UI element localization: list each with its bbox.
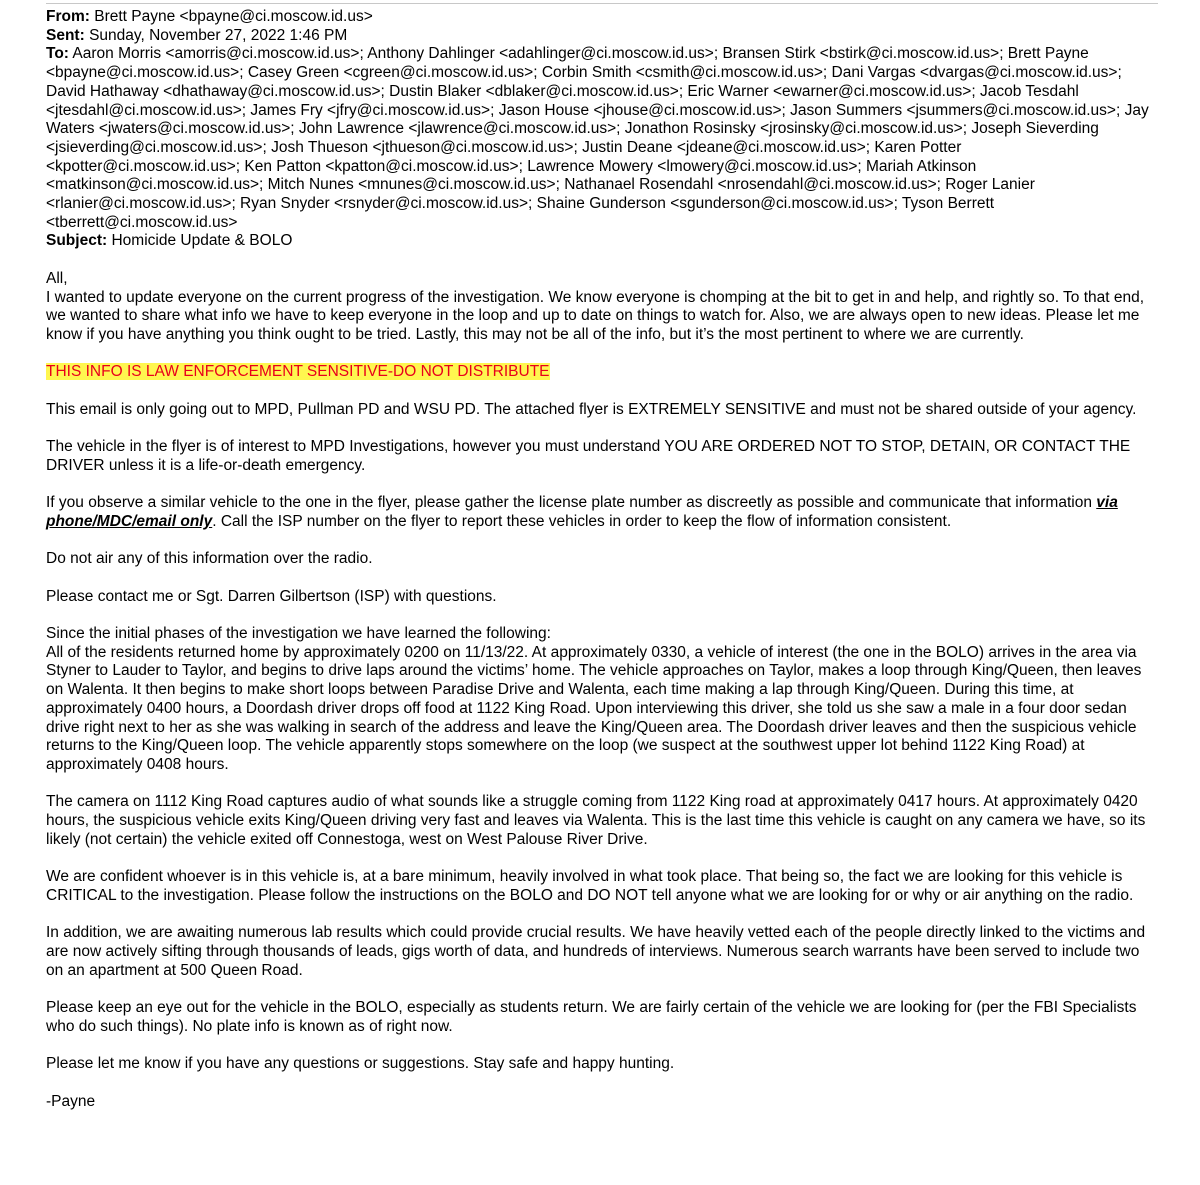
signature: -Payne: [46, 1092, 96, 1110]
subject-label: Subject:: [46, 232, 108, 250]
email-header: [46, 8, 1158, 251]
to-label: To:: [46, 45, 69, 63]
from-line: [46, 8, 1158, 27]
timeline-paragraph: All of the residents returned home by approximately 0200 on 11/13/22. At approximately 0330, a vehicle of interest (the one in the BOLO) arrives in the area via Styner to Lauder to Taylor, and begins to drive laps around the victims’ home. The vehicle approaches on Taylor, makes a loop through King/Queen, then leaves on Walenta. It then begins to make short loops between Paradise Drive and Walenta, each time making a lap through King/Queen. During this time, at approximately 0400 hours, a Doordash driver drops off food at 1122 King Road. Upon interviewing this driver, she told us she saw a male in a four door sedan drive right next to her as she was walking in search of the address and leave the King/Queen area. The Doordash driver leaves and then the suspicious vehicle returns to the King/Queen loop. The vehicle apparently stops somewhere on the loop (we suspect at the southwest upper lot behind 1122 King Road) at approximately 0408 hours.: [46, 643, 1142, 773]
subject-line: [46, 232, 1158, 251]
learned-heading: Since the initial phases of the investigation we have learned the following:: [46, 625, 551, 643]
sent-label: Sent:: [46, 26, 85, 44]
lab-paragraph: In addition, we are awaiting numerous lab results which could provide crucial results. We have heavily vetted each of the people directly linked to the victims and are now actively sifting through thousands of leads, gigs worth of data, and hundreds of interviews. Numerous search warrants have been served to include two on an apartment at 500 Queen Road.: [46, 924, 1146, 979]
contact-paragraph: Please contact me or Sgt. Darren Gilbertson (ISP) with questions.: [46, 587, 497, 605]
greeting: All,: [46, 269, 68, 287]
sent-line: [46, 27, 1158, 46]
warning-line: [46, 363, 1158, 382]
observe-emphasis: via phone/MDC/email only: [46, 494, 1118, 530]
from-value: Brett Payne <bpayne@ci.moscow.id.us>: [94, 8, 373, 25]
distribution-paragraph: This email is only going out to MPD, Pullman PD and WSU PD. The attached flyer is EXTREMELY SENSITIVE and must not be shared outside of your agency.: [46, 400, 1137, 418]
intro-paragraph: I wanted to update everyone on the current progress of the investigation. We know everyone is chomping at the bit to get in and help, and rightly so. To that end, we wanted to share what info we have to keep everyone in the loop and up to date on things to watch for. Also, we are always open to new ideas. Please let me know if you have anything you think ought to be tried. Lastly, this may not be all of the info, but it’s the most pertinent to where we are currently.: [46, 288, 1145, 343]
observe-paragraph: [46, 494, 1158, 531]
observe-text-a: If you observe a similar vehicle to the one in the flyer, please gather the license plate number as discreetly as possible and communicate that information: [46, 494, 1097, 512]
sent-value: Sunday, November 27, 2022 1:46 PM: [89, 26, 348, 44]
closing-paragraph: Please let me know if you have any questions or suggestions. Stay safe and happy hunting.: [46, 1055, 675, 1073]
to-line: [46, 45, 1158, 232]
sensitivity-warning: THIS INFO IS LAW ENFORCEMENT SENSITIVE-DO NOT DISTRIBUTE: [46, 363, 550, 381]
from-label: From:: [46, 8, 90, 25]
radio-paragraph: Do not air any of this information over the radio.: [46, 550, 373, 568]
to-value: Aaron Morris <amorris@ci.moscow.id.us>; Anthony Dahlinger <adahlinger@ci.moscow.id.us>; Bransen Stirk <bstirk@ci.moscow.id.us>; Brett Payne <bpayne@ci.moscow.id.us>; Casey Green <cgreen@ci.moscow.id.us>; Corbin Smith <csmith@ci.moscow.id.us>; Dani Vargas <dvargas@ci.moscow.id.us>; David Hathaway <dhathaway@ci.moscow.id.us>; Dustin Blaker <dblaker@ci.moscow.id.us>; Eric Warner <ewarner@ci.moscow.id.us>; Jacob Tesdahl <jtesdahl@ci.moscow.id.us>; James Fry <jfry@ci.moscow.id.us>; Jason House <jhouse@ci.moscow.id.us>; Jason Summers <jsummers@ci.moscow.id.us>; Jay Waters <jwaters@ci.moscow.id.us>; John Lawrence <jlawrence@ci.moscow.id.us>; Jonathon Rosinsky <jrosinsky@ci.moscow.id.us>; Joseph Sieverding <jsieverding@ci.moscow.id.us>; Josh Thueson <jthueson@ci.moscow.id.us>; Justin Deane <jdeane@ci.moscow.id.us>; Karen Potter <kpotter@ci.moscow.id.us>; Ken Patton <kpatton@ci.moscow.id.us>; Lawrence Mowery <lmowery@ci.moscow.id.us>; Mariah Atkinson <matkinson@ci.moscow.id.us>; Mitch Nunes <mnunes@ci.moscow.id.us>; Nathanael Rosendahl <nrosendahl@ci.moscow.id.us>; Roger Lanier <rlanier@ci.moscow.id.us>; Ryan Snyder <rsnyder@ci.moscow.id.us>; Shaine Gunderson <sgunderson@ci.moscow.id.us>; Tyson Berrett <tberrett@ci.moscow.id.us>: [46, 45, 1149, 231]
keep-eye-paragraph: Please keep an eye out for the vehicle in the BOLO, especially as students return. We are fairly certain of the vehicle we are looking for (per the FBI Specialists who do such things). No plate info is known as of right now.: [46, 999, 1137, 1035]
header-divider: [46, 3, 1158, 4]
camera-paragraph: The camera on 1112 King Road captures audio of what sounds like a struggle coming from 1122 King road at approximately 0417 hours. At approximately 0420 hours, the suspicious vehicle exits King/Queen driving very fast and leaves via Walenta. This is the last time this vehicle is caught on any camera we have, so its likely (not certain) the vehicle exited off Connestoga, west on West Palouse River Drive.: [46, 793, 1146, 848]
vehicle-paragraph: The vehicle in the flyer is of interest to MPD Investigations, however you must understand YOU ARE ORDERED NOT TO STOP, DETAIN, OR CONTACT THE DRIVER unless it is a life-or-death emergency.: [46, 438, 1131, 474]
confident-paragraph: We are confident whoever is in this vehicle is, at a bare minimum, heavily involved in what took place. That being so, the fact we are looking for this vehicle is CRITICAL to the investigation. Please follow the instructions on the BOLO and DO NOT tell anyone what we are looking for or why or air anything on the radio.: [46, 868, 1134, 904]
email-message: [46, 8, 1158, 1111]
subject-value: Homicide Update & BOLO: [111, 232, 293, 250]
observe-text-b: . Call the ISP number on the flyer to report these vehicles in order to keep the flow of information consistent.: [212, 512, 952, 530]
